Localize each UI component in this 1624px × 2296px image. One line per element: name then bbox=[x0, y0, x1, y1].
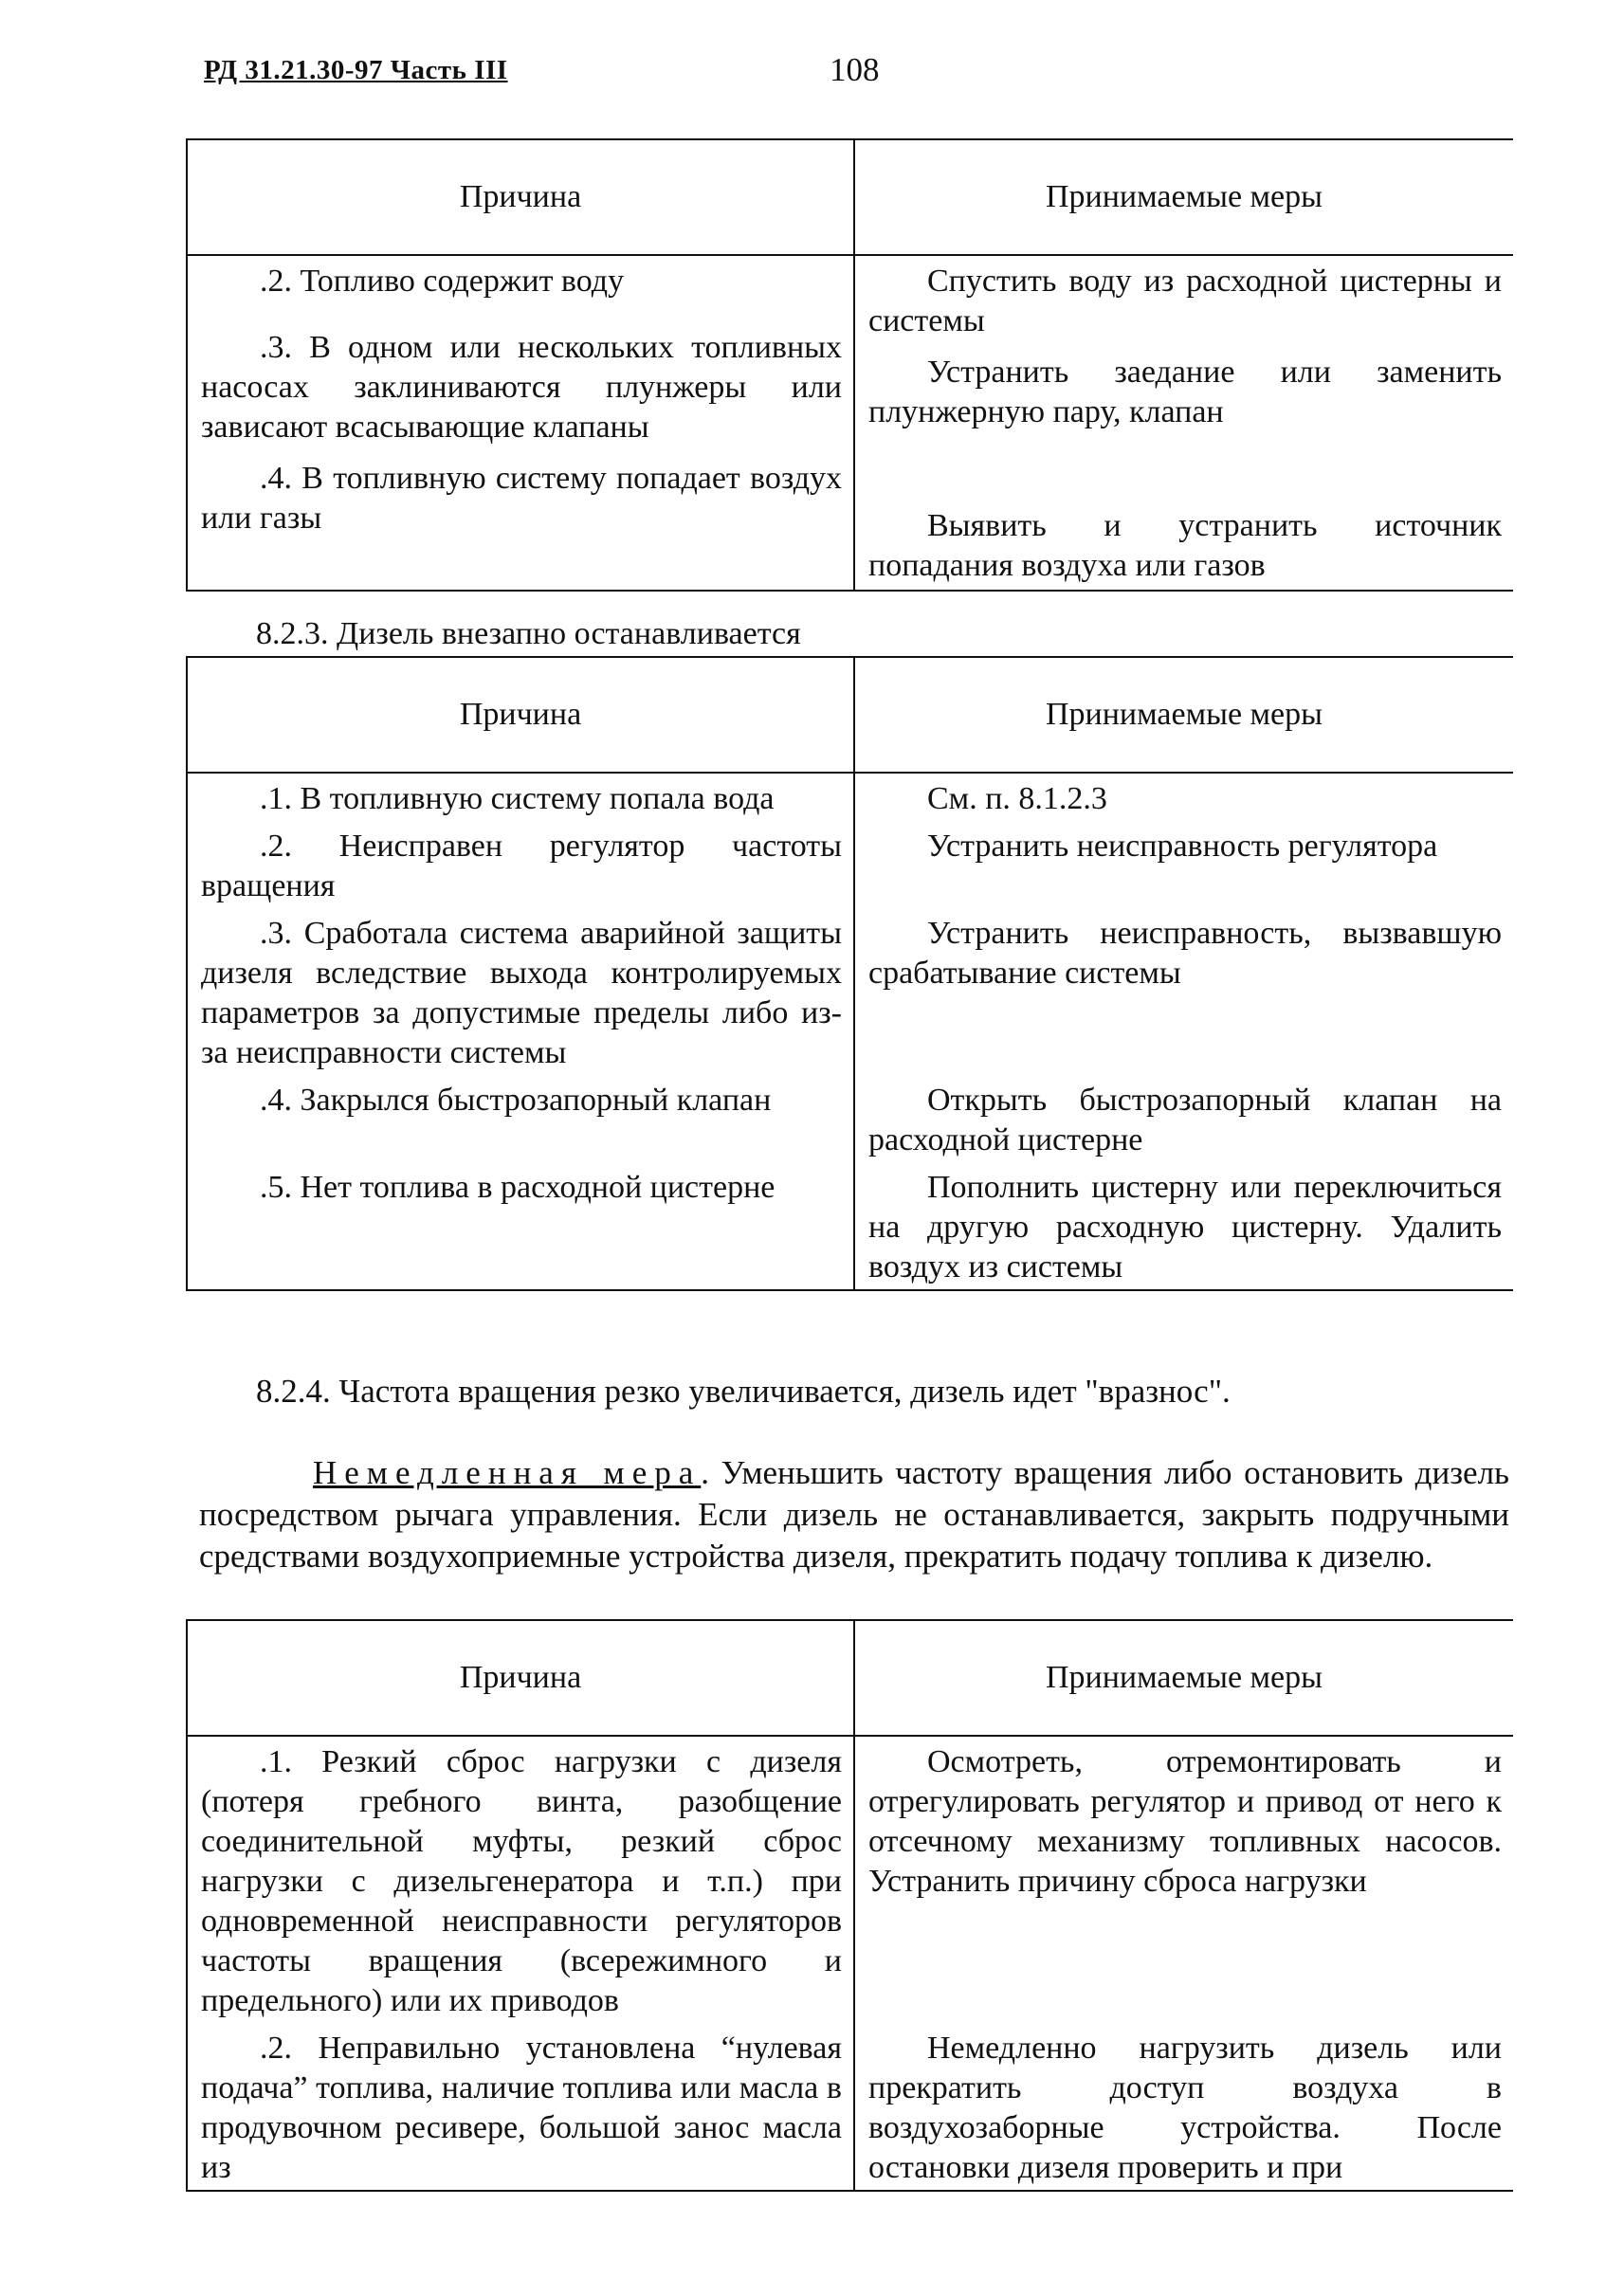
cause-item: .2. Неправильно установлена “нулевая подача” топлива, наличие топлива или масла в продувочном ресивере, большой занос масла из bbox=[201, 2031, 842, 2185]
table-row bbox=[187, 1075, 1513, 1162]
section-8-2-3-title: 8.2.3. Дизель внезапно останавливается bbox=[256, 616, 801, 651]
measure-item: См. п. 8.1.2.3 bbox=[927, 781, 1107, 816]
cause-cell bbox=[187, 1075, 854, 1162]
table-row bbox=[187, 773, 1513, 821]
cause-cell bbox=[187, 908, 854, 1075]
measures-header: Принимаемые меры bbox=[854, 1620, 1513, 1736]
cause-item: .2. Неисправен регулятор частоты вращения bbox=[201, 829, 842, 903]
cause-item: .4. В топливную систему попадает воздух или газы bbox=[201, 461, 842, 536]
measures-header: Принимаемые меры bbox=[854, 139, 1513, 255]
cause-item: .1. Резкий сброс нагрузки с дизеля (потеря гребного винта, разобщение соединительной муфты, резкий сброс нагрузки с дизельгенератора и т.п.) при одновременной неисправности регуляторов частоты вращения (всережимного и предельного) или их приводов bbox=[201, 1744, 842, 2018]
cause-cell bbox=[187, 1162, 854, 1290]
immediate-measure-label: Немедленная мера bbox=[313, 1454, 702, 1491]
measure-item: Выявить и устранить источник попадания воздуха или газов bbox=[868, 508, 1502, 583]
cause-cell bbox=[187, 2023, 854, 2191]
causes-table-2 bbox=[186, 656, 1513, 1291]
section-8-2-4-title: 8.2.4. Частота вращения резко увеличивается, дизель идет "вразнос". bbox=[256, 1373, 1231, 1410]
page-number: 108 bbox=[830, 51, 880, 88]
measure-cell bbox=[854, 1162, 1513, 1290]
measure-cell bbox=[854, 1075, 1513, 1162]
table-header-row bbox=[187, 139, 1513, 255]
cause-item: .1. В топливную систему попала вода bbox=[260, 781, 775, 816]
causes-table-3 bbox=[186, 1619, 1513, 2192]
immediate-measure-paragraph bbox=[199, 1452, 1509, 1577]
cause-cell bbox=[187, 255, 854, 591]
table-row bbox=[187, 1736, 1513, 2023]
measure-item: Пополнить цистерну или переключиться на другую расходную цистерну. Удалить воздух из системы bbox=[868, 1170, 1502, 1285]
cause-item: .3. Сработала система аварийной защиты дизеля вследствие выхода контролируемых параметров за допустимые пределы либо из-за неисправности системы bbox=[201, 916, 842, 1070]
table-row bbox=[187, 1162, 1513, 1290]
measure-item: Устранить неисправность регулятора bbox=[927, 829, 1438, 864]
page-header bbox=[204, 51, 1531, 102]
cause-item: .5. Нет топлива в расходной цистерне bbox=[260, 1170, 776, 1205]
immediate-measure-text: . Уменьшить частоту вращения либо остановить дизель посредством рычага управления. Если дизель не останавливается, закрыть подручными средствами воздухоприемные устройства дизеля, прекратить подачу топлива к дизелю. bbox=[199, 1454, 1509, 1575]
document-code: РД 31.21.30-97 Часть III bbox=[204, 55, 508, 85]
table-header-row bbox=[187, 657, 1513, 773]
measure-item: Осмотреть, отремонтировать и отрегулировать регулятор и привод от него к отсечному механизму топливных насосов. Устранить причину сброса нагрузки bbox=[868, 1744, 1502, 1899]
measure-cell bbox=[854, 1736, 1513, 2023]
table-row bbox=[187, 2023, 1513, 2191]
measure-cell bbox=[854, 908, 1513, 1075]
cause-header: Причина bbox=[187, 657, 854, 773]
cause-cell bbox=[187, 821, 854, 908]
measure-item: Устранить заедание или заменить плунжерную пару, клапан bbox=[868, 355, 1502, 429]
cause-item: .3. В одном или нескольких топливных насосах заклиниваются плунжеры или зависают всасывающие клапаны bbox=[201, 330, 842, 445]
table-header-row bbox=[187, 1620, 1513, 1736]
measure-cell bbox=[854, 255, 1513, 591]
cause-item: .4. Закрылся быстрозапорный клапан bbox=[260, 1083, 772, 1118]
measure-cell bbox=[854, 773, 1513, 821]
table-body-row bbox=[187, 255, 1513, 591]
cause-cell bbox=[187, 1736, 854, 2023]
cause-header: Причина bbox=[187, 139, 854, 255]
table-row bbox=[187, 821, 1513, 908]
table-row bbox=[187, 908, 1513, 1075]
measure-cell bbox=[854, 2023, 1513, 2191]
measure-item: Открыть быстрозапорный клапан на расходной цистерне bbox=[868, 1083, 1502, 1157]
cause-item: .2. Топливо содержит воду bbox=[260, 264, 625, 299]
measure-cell bbox=[854, 821, 1513, 908]
measure-item: Немедленно нагрузить дизель или прекратить доступ воздуха в воздухозаборные устройства. После остановки дизеля проверить и при bbox=[868, 2031, 1502, 2185]
cause-cell bbox=[187, 773, 854, 821]
measure-item: Спустить воду из расходной цистерны и системы bbox=[868, 264, 1502, 338]
measure-item: Устранить неисправность, вызвавшую срабатывание системы bbox=[868, 916, 1502, 991]
cause-header: Причина bbox=[187, 1620, 854, 1736]
measures-header: Принимаемые меры bbox=[854, 657, 1513, 773]
causes-table-1 bbox=[186, 138, 1513, 592]
